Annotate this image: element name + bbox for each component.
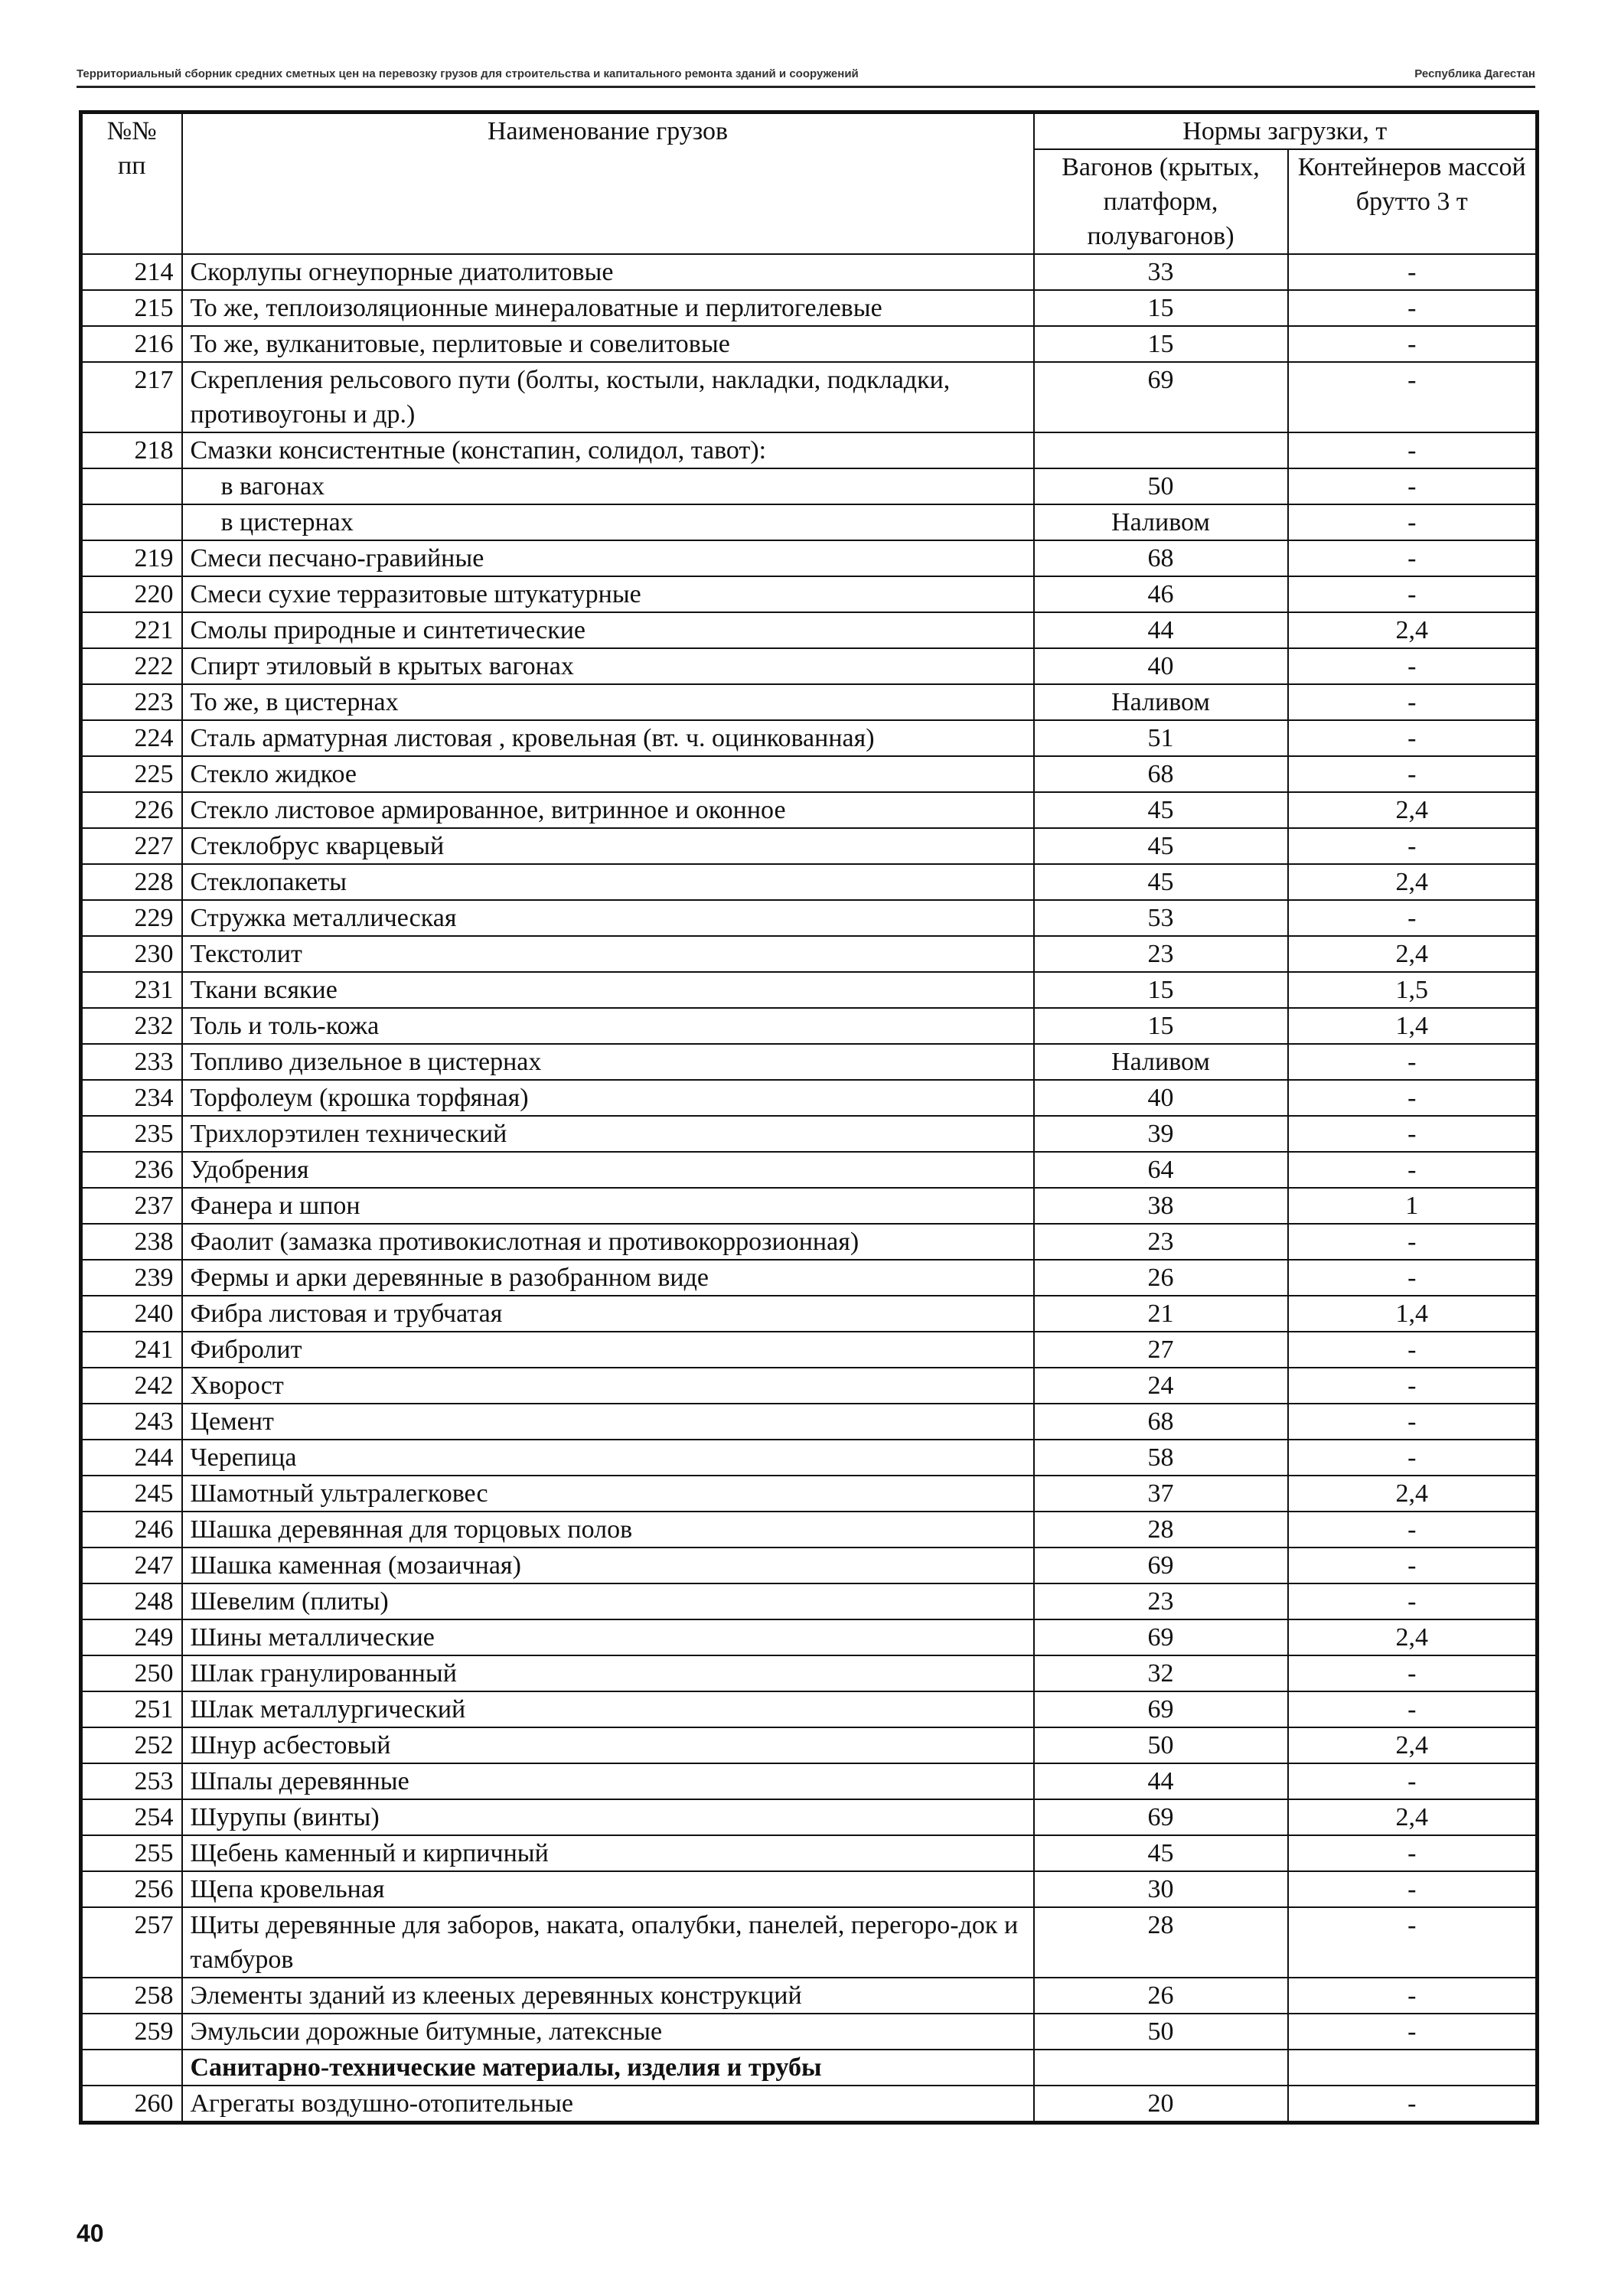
table-row [81,720,1538,756]
cell-number: 229 [81,900,182,936]
cell-container-norm: - [1288,540,1538,576]
cell-container-norm: - [1288,2014,1538,2050]
table-row [81,1404,1538,1440]
cell-container-norm: - [1288,1260,1538,1296]
cell-wagon-norm: 23 [1034,1224,1288,1260]
column-header-number: №№ пп [81,113,182,255]
cell-container-norm: - [1288,432,1538,468]
cell-wagon-norm: 38 [1034,1188,1288,1224]
cell-number: 215 [81,290,182,326]
cell-wagon-norm: 39 [1034,1116,1288,1152]
cell-container-norm: - [1288,1763,1538,1799]
cell-number: 240 [81,1296,182,1332]
table-row [81,1152,1538,1188]
cell-number: 250 [81,1655,182,1691]
cell-cargo-name: Щебень каменный и кирпичный [182,1835,1034,1871]
cell-cargo-name: Фанера и шпон [182,1188,1034,1224]
cell-wagon-norm: 69 [1034,362,1288,432]
cell-wagon-norm [1034,432,1288,468]
cell-number: 238 [81,1224,182,1260]
table-row [81,792,1538,828]
cell-container-norm: - [1288,720,1538,756]
cell-wagon-norm: 24 [1034,1368,1288,1404]
cell-container-norm: - [1288,1583,1538,1619]
cell-number [81,468,182,504]
cell-container-norm: 2,4 [1288,864,1538,900]
table-row [81,648,1538,684]
cell-container-norm: - [1288,900,1538,936]
table-row [81,1368,1538,1404]
table-row [81,1583,1538,1619]
cell-wagon-norm: 28 [1034,1512,1288,1548]
cell-container-norm: - [1288,648,1538,684]
cell-container-norm: - [1288,1871,1538,1907]
table-row [81,540,1538,576]
cell-number: 257 [81,1907,182,1978]
table-row [81,2014,1538,2050]
cell-cargo-name: в цистернах [182,504,1034,540]
cell-container-norm: 2,4 [1288,936,1538,972]
table-row [81,684,1538,720]
table-row [81,1978,1538,2014]
cell-cargo-name: Агрегаты воздушно-отопительные [182,2086,1034,2123]
cell-number: 232 [81,1008,182,1044]
table-row [81,2050,1538,2086]
cell-wagon-norm: 44 [1034,1763,1288,1799]
cell-number: 242 [81,1368,182,1404]
cell-wagon-norm: Наливом [1034,684,1288,720]
cell-cargo-name: Спирт этиловый в крытых вагонах [182,648,1034,684]
cell-cargo-name: Фермы и арки деревянные в разобранном виде [182,1260,1034,1296]
table-row [81,1044,1538,1080]
page-number: 40 [77,2219,104,2247]
cell-wagon-norm: 40 [1034,1080,1288,1116]
cell-number: 224 [81,720,182,756]
cell-container-norm: - [1288,1116,1538,1152]
cell-wagon-norm: 69 [1034,1619,1288,1655]
cell-container-norm: 1,4 [1288,1008,1538,1044]
cell-cargo-name: То же, теплоизоляционные минераловатные и перлитогелевые [182,290,1034,326]
cell-cargo-name: Элементы зданий из клееных деревянных конструкций [182,1978,1034,2014]
cell-wagon-norm: 33 [1034,254,1288,290]
cell-cargo-name: Фибра листовая и трубчатая [182,1296,1034,1332]
table-row [81,1548,1538,1583]
table-row [81,1080,1538,1116]
header-divider [77,86,1535,88]
cell-number: 244 [81,1440,182,1476]
cell-number: 234 [81,1080,182,1116]
cell-number: 260 [81,2086,182,2123]
cell-wagon-norm: 15 [1034,1008,1288,1044]
cell-number: 239 [81,1260,182,1296]
cell-number [81,2050,182,2086]
cell-cargo-name: Шурупы (винты) [182,1799,1034,1835]
cell-cargo-name: Фаолит (замазка противокислотная и противокоррозионная) [182,1224,1034,1260]
cell-container-norm: - [1288,576,1538,612]
cell-number: 251 [81,1691,182,1727]
cell-container-norm: - [1288,2086,1538,2123]
cell-container-norm: - [1288,1440,1538,1476]
cell-number: 253 [81,1763,182,1799]
cell-container-norm: - [1288,326,1538,362]
cell-number: 241 [81,1332,182,1368]
cell-wagon-norm: 64 [1034,1152,1288,1188]
cell-wagon-norm: 50 [1034,468,1288,504]
cell-number: 221 [81,612,182,648]
cell-cargo-name: Текстолит [182,936,1034,972]
cell-number: 249 [81,1619,182,1655]
cell-wagon-norm: 30 [1034,1871,1288,1907]
cell-wagon-norm: 45 [1034,1835,1288,1871]
table-row [81,576,1538,612]
table-row [81,1476,1538,1512]
table-row [81,1440,1538,1476]
table-row [81,1332,1538,1368]
cell-container-norm: - [1288,468,1538,504]
cell-wagon-norm: 40 [1034,648,1288,684]
cell-wagon-norm: 26 [1034,1978,1288,2014]
cell-container-norm: - [1288,1978,1538,2014]
table-row [81,1871,1538,1907]
cell-container-norm: 1 [1288,1188,1538,1224]
cell-number: 230 [81,936,182,972]
column-header-loading-norms: Нормы загрузки, т [1034,113,1538,150]
cell-number: 243 [81,1404,182,1440]
cell-wagon-norm: 28 [1034,1907,1288,1978]
cell-wagon-norm: 20 [1034,2086,1288,2123]
cell-cargo-name: Шашка каменная (мозаичная) [182,1548,1034,1583]
cell-number: 227 [81,828,182,864]
cell-wagon-norm: 45 [1034,864,1288,900]
cell-cargo-name: Стекло жидкое [182,756,1034,792]
cell-cargo-name: Щепа кровельная [182,1871,1034,1907]
cell-container-norm: 2,4 [1288,612,1538,648]
cell-cargo-name: Эмульсии дорожные битумные, латексные [182,2014,1034,2050]
cell-wagon-norm: 44 [1034,612,1288,648]
cell-container-norm: - [1288,684,1538,720]
cell-container-norm: - [1288,1224,1538,1260]
cell-wagon-norm: 15 [1034,972,1288,1008]
cell-container-norm: - [1288,756,1538,792]
cell-number: 258 [81,1978,182,2014]
cell-wagon-norm: 53 [1034,900,1288,936]
cell-wagon-norm: 50 [1034,1727,1288,1763]
table-row [81,1260,1538,1296]
cell-wagon-norm: 50 [1034,2014,1288,2050]
table-row [81,1799,1538,1835]
cell-container-norm: - [1288,362,1538,432]
cell-wagon-norm: 23 [1034,936,1288,972]
table-row [81,900,1538,936]
cell-cargo-name: Хворост [182,1368,1034,1404]
cell-wagon-norm: Наливом [1034,504,1288,540]
cell-cargo-name: Смеси сухие терразитовые штукатурные [182,576,1034,612]
page-header [77,58,1535,89]
table-row [81,1691,1538,1727]
cell-cargo-name: Сталь арматурная листовая , кровельная (вт. ч. оцинкованная) [182,720,1034,756]
cell-wagon-norm: 26 [1034,1260,1288,1296]
cell-wagon-norm: 15 [1034,326,1288,362]
cell-cargo-name: Шевелим (плиты) [182,1583,1034,1619]
table-row [81,1655,1538,1691]
cell-number: 233 [81,1044,182,1080]
cell-number: 247 [81,1548,182,1583]
table-row [81,1512,1538,1548]
cell-wagon-norm: 45 [1034,828,1288,864]
cell-number: 252 [81,1727,182,1763]
cell-cargo-name: Трихлорэтилен технический [182,1116,1034,1152]
cell-cargo-name: То же, в цистернах [182,684,1034,720]
cell-wagon-norm: 21 [1034,1296,1288,1332]
cell-wagon-norm: 46 [1034,576,1288,612]
cell-cargo-name: Шашка деревянная для торцовых полов [182,1512,1034,1548]
table-row [81,828,1538,864]
table-body [81,254,1538,2123]
table-row [81,2086,1538,2123]
cell-cargo-name: Черепица [182,1440,1034,1476]
table-row [81,1224,1538,1260]
cell-number: 254 [81,1799,182,1835]
cell-number: 214 [81,254,182,290]
cell-container-norm: 1,5 [1288,972,1538,1008]
cell-cargo-name: Ткани всякие [182,972,1034,1008]
table-row [81,468,1538,504]
table-row [81,612,1538,648]
cell-container-norm: - [1288,254,1538,290]
cell-cargo-name: Санитарно-технические материалы, изделия и трубы [182,2050,1034,2086]
column-header-cargo-name: Наименование грузов [182,113,1034,255]
cell-wagon-norm: 37 [1034,1476,1288,1512]
cell-wagon-norm: 68 [1034,756,1288,792]
cell-cargo-name: Смеси песчано-гравийные [182,540,1034,576]
cell-number: 228 [81,864,182,900]
table-row [81,1763,1538,1799]
table-row [81,756,1538,792]
cell-cargo-name: Шпалы деревянные [182,1763,1034,1799]
cell-cargo-name: в вагонах [182,468,1034,504]
cell-wagon-norm: 69 [1034,1691,1288,1727]
cell-number: 235 [81,1116,182,1152]
table-row [81,290,1538,326]
cell-cargo-name: Стекло листовое армированное, витринное и оконное [182,792,1034,828]
cell-wagon-norm: 68 [1034,540,1288,576]
table-row [81,1116,1538,1152]
cell-container-norm: - [1288,1655,1538,1691]
cell-container-norm: 2,4 [1288,1619,1538,1655]
cell-container-norm: 2,4 [1288,1727,1538,1763]
table-row [81,1835,1538,1871]
cell-wagon-norm: 15 [1034,290,1288,326]
cell-container-norm: - [1288,1404,1538,1440]
cell-number: 246 [81,1512,182,1548]
cell-container-norm: - [1288,1080,1538,1116]
cell-number: 217 [81,362,182,432]
cell-number: 223 [81,684,182,720]
cell-number: 255 [81,1835,182,1871]
cell-container-norm: - [1288,1907,1538,1978]
cell-wagon-norm: 27 [1034,1332,1288,1368]
cell-number: 245 [81,1476,182,1512]
cell-wagon-norm: 23 [1034,1583,1288,1619]
table-row [81,362,1538,432]
header-title: Территориальный сборник средних сметных цен на перевозку грузов для строительства и капитального ремонта зданий и сооружений [77,67,859,80]
cell-container-norm: 2,4 [1288,1799,1538,1835]
cell-container-norm: - [1288,1512,1538,1548]
cell-number [81,504,182,540]
cell-container-norm: 2,4 [1288,1476,1538,1512]
cell-wagon-norm: Наливом [1034,1044,1288,1080]
cell-cargo-name: Шлак гранулированный [182,1655,1034,1691]
cell-cargo-name: Фибролит [182,1332,1034,1368]
cell-wagon-norm: 68 [1034,1404,1288,1440]
cell-container-norm: - [1288,828,1538,864]
cell-container-norm: - [1288,1152,1538,1188]
column-header-containers: Контейнеров массой брутто 3 т [1288,149,1538,254]
cell-number: 236 [81,1152,182,1188]
cell-cargo-name: Шамотный ультралегковес [182,1476,1034,1512]
cell-cargo-name: Цемент [182,1404,1034,1440]
column-header-wagons: Вагонов (крытых, платформ, полувагонов) [1034,149,1288,254]
cell-wagon-norm: 32 [1034,1655,1288,1691]
cell-cargo-name: Скрепления рельсового пути (болты, костыли, накладки, подкладки, противоугоны и др.) [182,362,1034,432]
cell-container-norm [1288,2050,1538,2086]
cell-wagon-norm: 69 [1034,1799,1288,1835]
table-row [81,972,1538,1008]
table-row [81,504,1538,540]
cell-number: 256 [81,1871,182,1907]
cell-container-norm: - [1288,1548,1538,1583]
table-row [81,1727,1538,1763]
cell-number: 226 [81,792,182,828]
cell-cargo-name: То же, вулканитовые, перлитовые и совелитовые [182,326,1034,362]
cell-number: 248 [81,1583,182,1619]
cell-cargo-name: Шнур асбестовый [182,1727,1034,1763]
cell-cargo-name: Смолы природные и синтетические [182,612,1034,648]
cell-cargo-name: Шлак металлургический [182,1691,1034,1727]
cell-wagon-norm: 69 [1034,1548,1288,1583]
cargo-loading-norms-table [79,110,1539,2125]
header-region: Республика Дагестан [1414,67,1535,80]
cell-wagon-norm: 58 [1034,1440,1288,1476]
cell-cargo-name: Торфолеум (крошка торфяная) [182,1080,1034,1116]
table-row [81,936,1538,972]
cell-number: 237 [81,1188,182,1224]
cell-container-norm: 1,4 [1288,1296,1538,1332]
cell-container-norm: - [1288,1835,1538,1871]
table-row [81,1296,1538,1332]
cell-cargo-name: Шины металлические [182,1619,1034,1655]
cell-cargo-name: Стеклопакеты [182,864,1034,900]
cell-number: 220 [81,576,182,612]
cell-number: 222 [81,648,182,684]
table-row [81,326,1538,362]
cell-container-norm: - [1288,504,1538,540]
cell-cargo-name: Топливо дизельное в цистернах [182,1044,1034,1080]
table-row [81,1907,1538,1978]
cell-cargo-name: Стружка металлическая [182,900,1034,936]
cell-wagon-norm [1034,2050,1288,2086]
cell-cargo-name: Щиты деревянные для заборов, наката, опалубки, панелей, перегоро-док и тамбуров [182,1907,1034,1978]
cell-number: 218 [81,432,182,468]
cell-cargo-name: Стеклобрус кварцевый [182,828,1034,864]
cell-container-norm: - [1288,1332,1538,1368]
cell-cargo-name: Смазки консистентные (констапин, солидол, тавот): [182,432,1034,468]
cell-number: 216 [81,326,182,362]
cell-container-norm: - [1288,1691,1538,1727]
cell-container-norm: 2,4 [1288,792,1538,828]
cell-cargo-name: Толь и толь-кожа [182,1008,1034,1044]
cell-container-norm: - [1288,290,1538,326]
cell-wagon-norm: 45 [1034,792,1288,828]
cell-container-norm: - [1288,1044,1538,1080]
table-row [81,1619,1538,1655]
cell-number: 231 [81,972,182,1008]
table-row [81,1188,1538,1224]
cell-cargo-name: Удобрения [182,1152,1034,1188]
cell-number: 225 [81,756,182,792]
cell-number: 219 [81,540,182,576]
table-row [81,254,1538,290]
cell-wagon-norm: 51 [1034,720,1288,756]
cell-container-norm: - [1288,1368,1538,1404]
cell-number: 259 [81,2014,182,2050]
table-row [81,1008,1538,1044]
table-row [81,864,1538,900]
table-row [81,432,1538,468]
cell-cargo-name: Скорлупы огнеупорные диатолитовые [182,254,1034,290]
